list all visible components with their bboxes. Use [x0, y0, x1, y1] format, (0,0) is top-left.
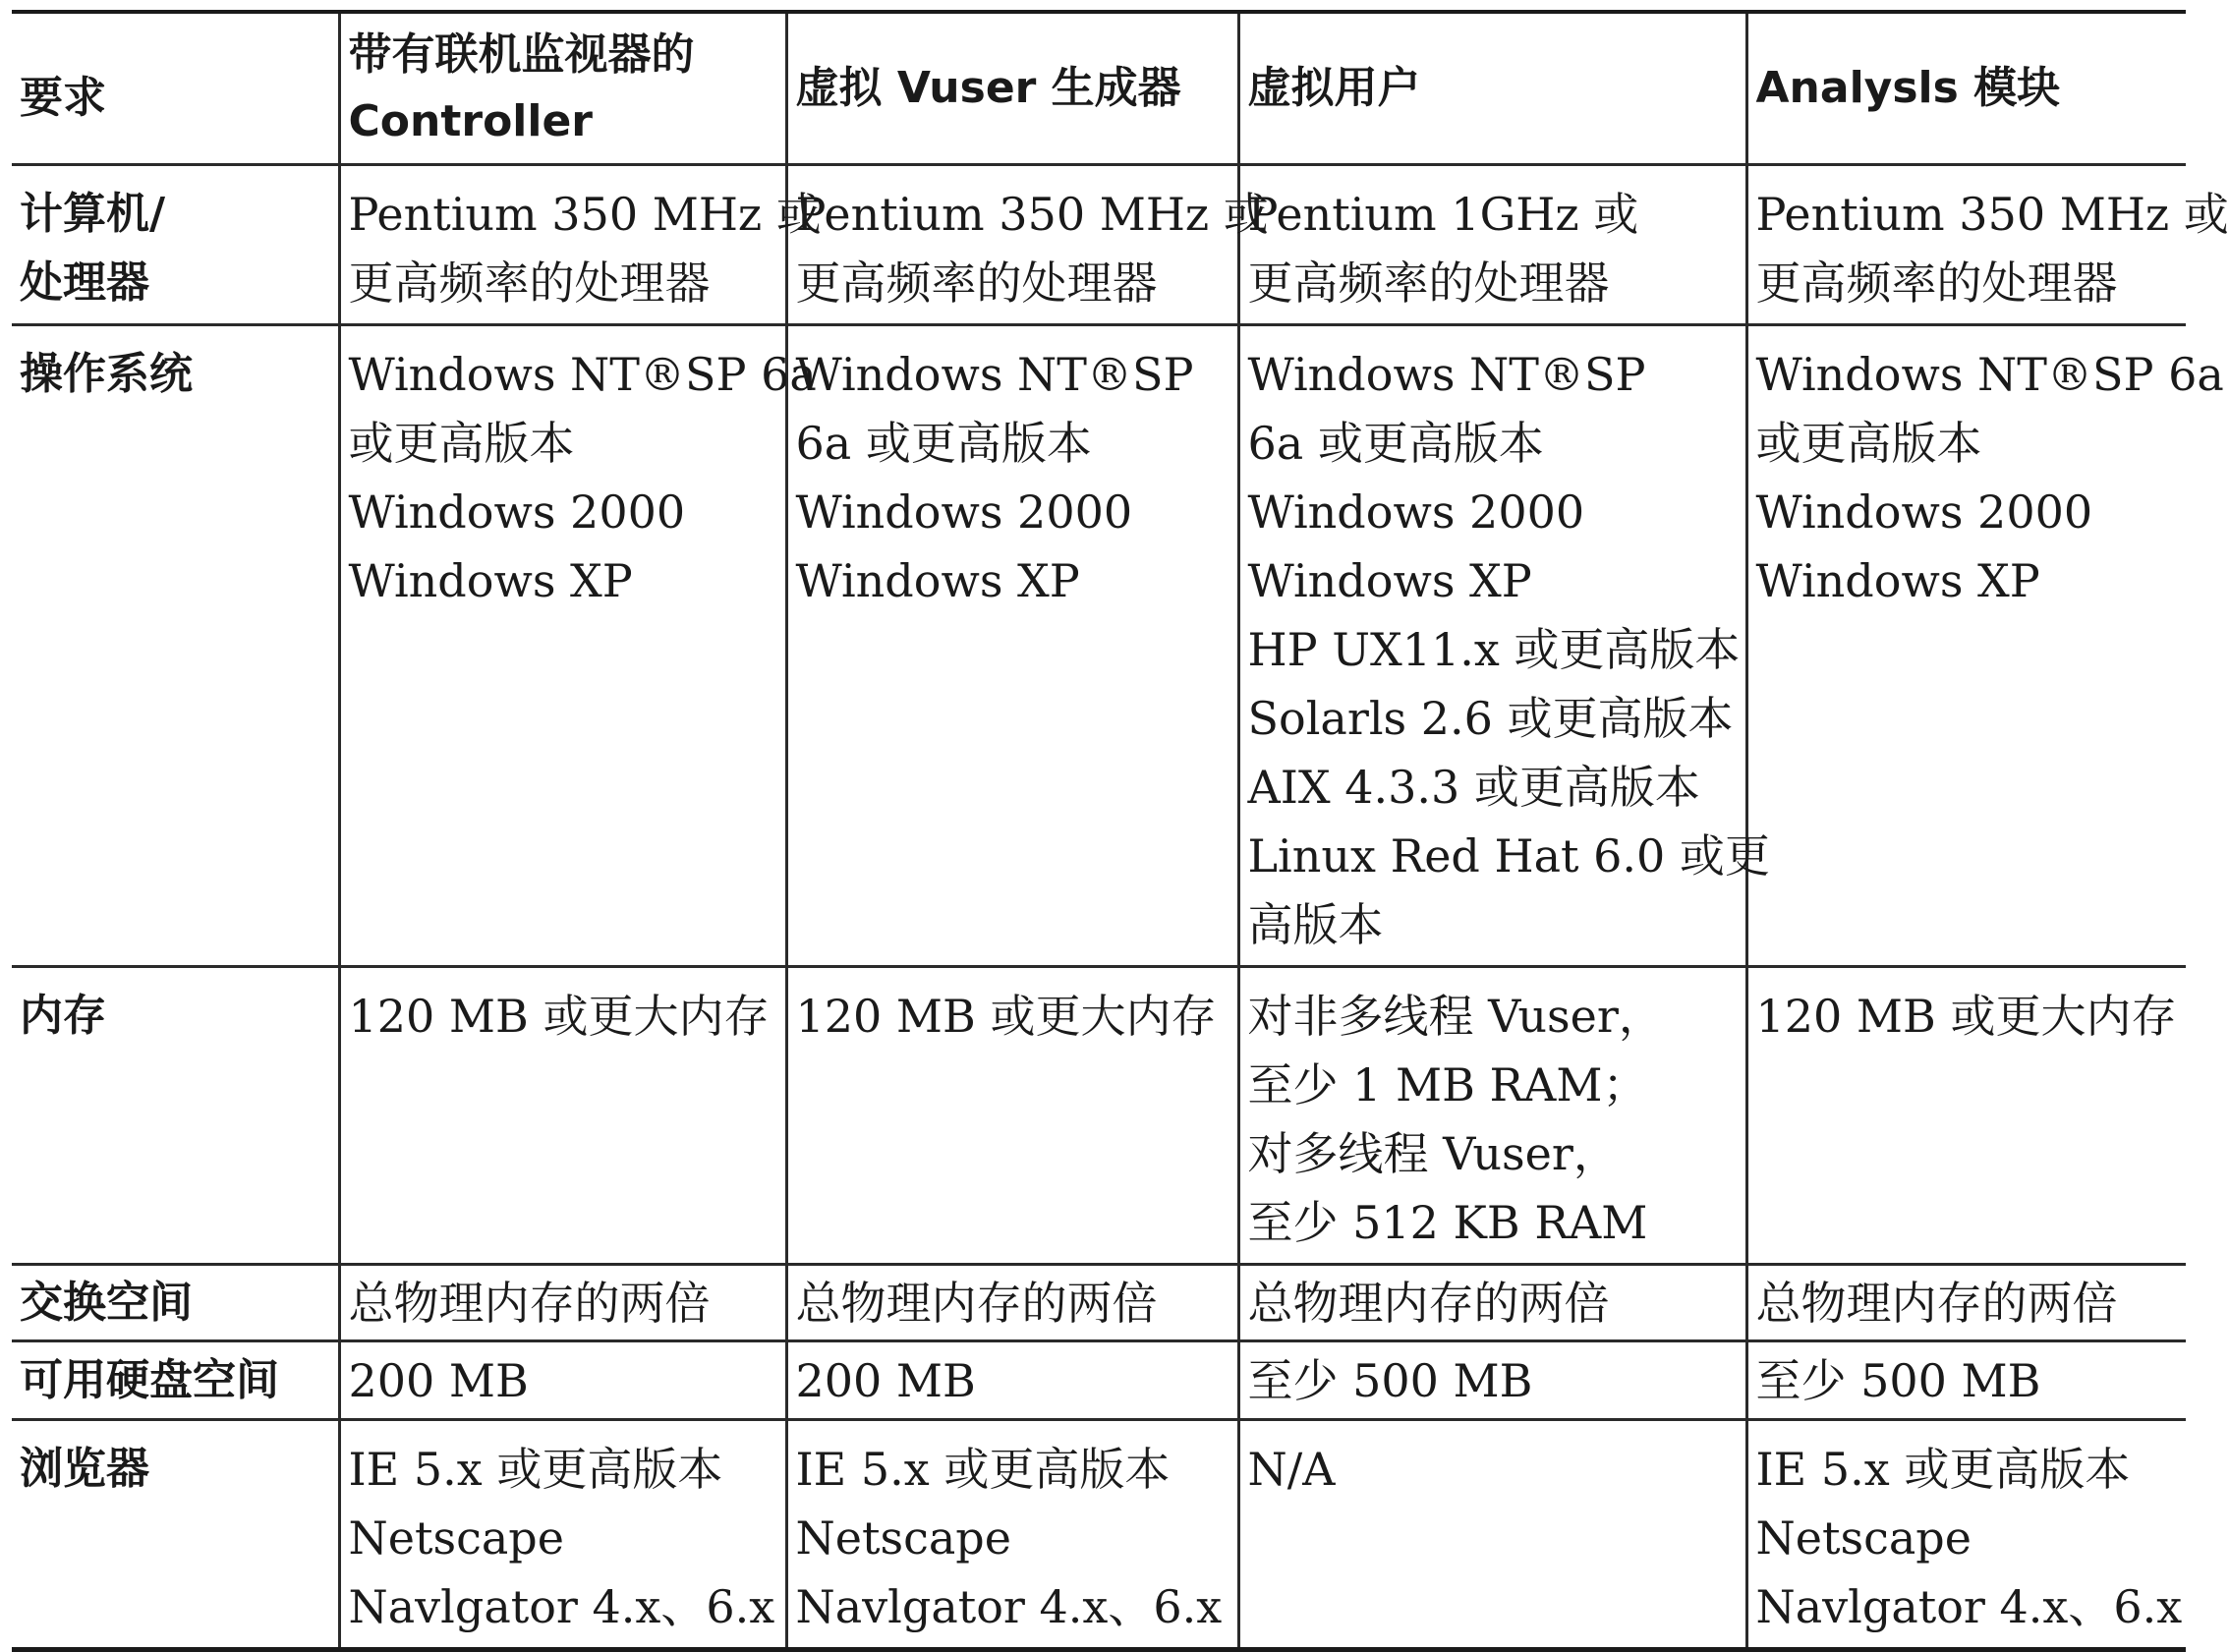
cell-cpu-analysis: Pentium 350 MHz 或 更高频率的处理器 [1746, 165, 2186, 325]
header-analysis: Analysls 模块 [1746, 12, 2186, 165]
table-header-row [12, 12, 2186, 165]
requirements-page [12, 10, 2229, 1652]
cell-memory-analysis: 120 MB 或更大内存 [1746, 967, 2186, 1265]
row-label-cpu: 计算机/ 处理器 [12, 165, 339, 325]
cell-swap-controller: 总物理内存的两倍 [339, 1265, 786, 1341]
cell-disk-vugen: 200 MB [786, 1341, 1238, 1420]
cell-memory-controller: 120 MB 或更大内存 [339, 967, 786, 1265]
cell-cpu-vugen: Pentium 350 MHz 或 更高频率的处理器 [786, 165, 1238, 325]
row-label-disk: 可用硬盘空间 [12, 1341, 339, 1420]
row-label-browser: 浏览器 [12, 1420, 339, 1650]
table-row-memory [12, 967, 2186, 1265]
system-requirements-table [12, 10, 2229, 1652]
cell-os-controller: Windows NT®SP 6a 或更高版本 Windows 2000 Windows XP [339, 325, 786, 967]
table-row-browser [12, 1420, 2186, 1650]
cell-disk-analysis: 至少 500 MB [1746, 1341, 2186, 1420]
cell-swap-vuser: 总物理内存的两倍 [1238, 1265, 1746, 1341]
cell-memory-vuser: 对非多线程 Vuser， 至少 1 MB RAM； 对多线程 Vuser， 至少 512 KB RAM [1238, 967, 1746, 1265]
cell-browser-vugen: IE 5.x 或更高版本 Netscape Navlgator 4.x、6.x [786, 1420, 1238, 1650]
row-label-os: 操作系统 [12, 325, 339, 967]
cell-disk-controller: 200 MB [339, 1341, 786, 1420]
cell-browser-controller: IE 5.x 或更高版本 Netscape Navlgator 4.x、6.x [339, 1420, 786, 1650]
row-label-memory: 内存 [12, 967, 339, 1265]
table-row-disk [12, 1341, 2186, 1420]
table-row-swap [12, 1265, 2186, 1341]
cell-cpu-controller: Pentium 350 MHz 或 更高频率的处理器 [339, 165, 786, 325]
header-vuser: 虚拟用户 [1238, 12, 1746, 165]
cell-cpu-vuser: Pentium 1GHz 或 更高频率的处理器 [1238, 165, 1746, 325]
table-row-os [12, 325, 2186, 967]
header-requirement: 要求 [12, 12, 339, 165]
cell-browser-vuser: N/A [1238, 1420, 1746, 1650]
header-vugen: 虚拟 Vuser 生成器 [786, 12, 1238, 165]
cell-memory-vugen: 120 MB 或更大内存 [786, 967, 1238, 1265]
cell-os-vugen: Windows NT®SP 6a 或更高版本 Windows 2000 Windows XP [786, 325, 1238, 967]
header-controller: 带有联机监视器的 Controller [339, 12, 786, 165]
cell-swap-analysis: 总物理内存的两倍 [1746, 1265, 2186, 1341]
table-row-cpu [12, 165, 2186, 325]
row-label-swap: 交换空间 [12, 1265, 339, 1341]
cell-disk-vuser: 至少 500 MB [1238, 1341, 1746, 1420]
cell-os-vuser: Windows NT®SP 6a 或更高版本 Windows 2000 Windows XP HP UX11.x 或更高版本 Solarls 2.6 或更高版本 AIX 4.3.3 或更高版本 Linux Red Hat 6.0 或更 高版本 [1238, 325, 1746, 967]
cell-browser-analysis: IE 5.x 或更高版本 Netscape Navlgator 4.x、6.x [1746, 1420, 2186, 1650]
cell-os-analysis: Windows NT®SP 6a 或更高版本 Windows 2000 Windows XP [1746, 325, 2186, 967]
cell-swap-vugen: 总物理内存的两倍 [786, 1265, 1238, 1341]
